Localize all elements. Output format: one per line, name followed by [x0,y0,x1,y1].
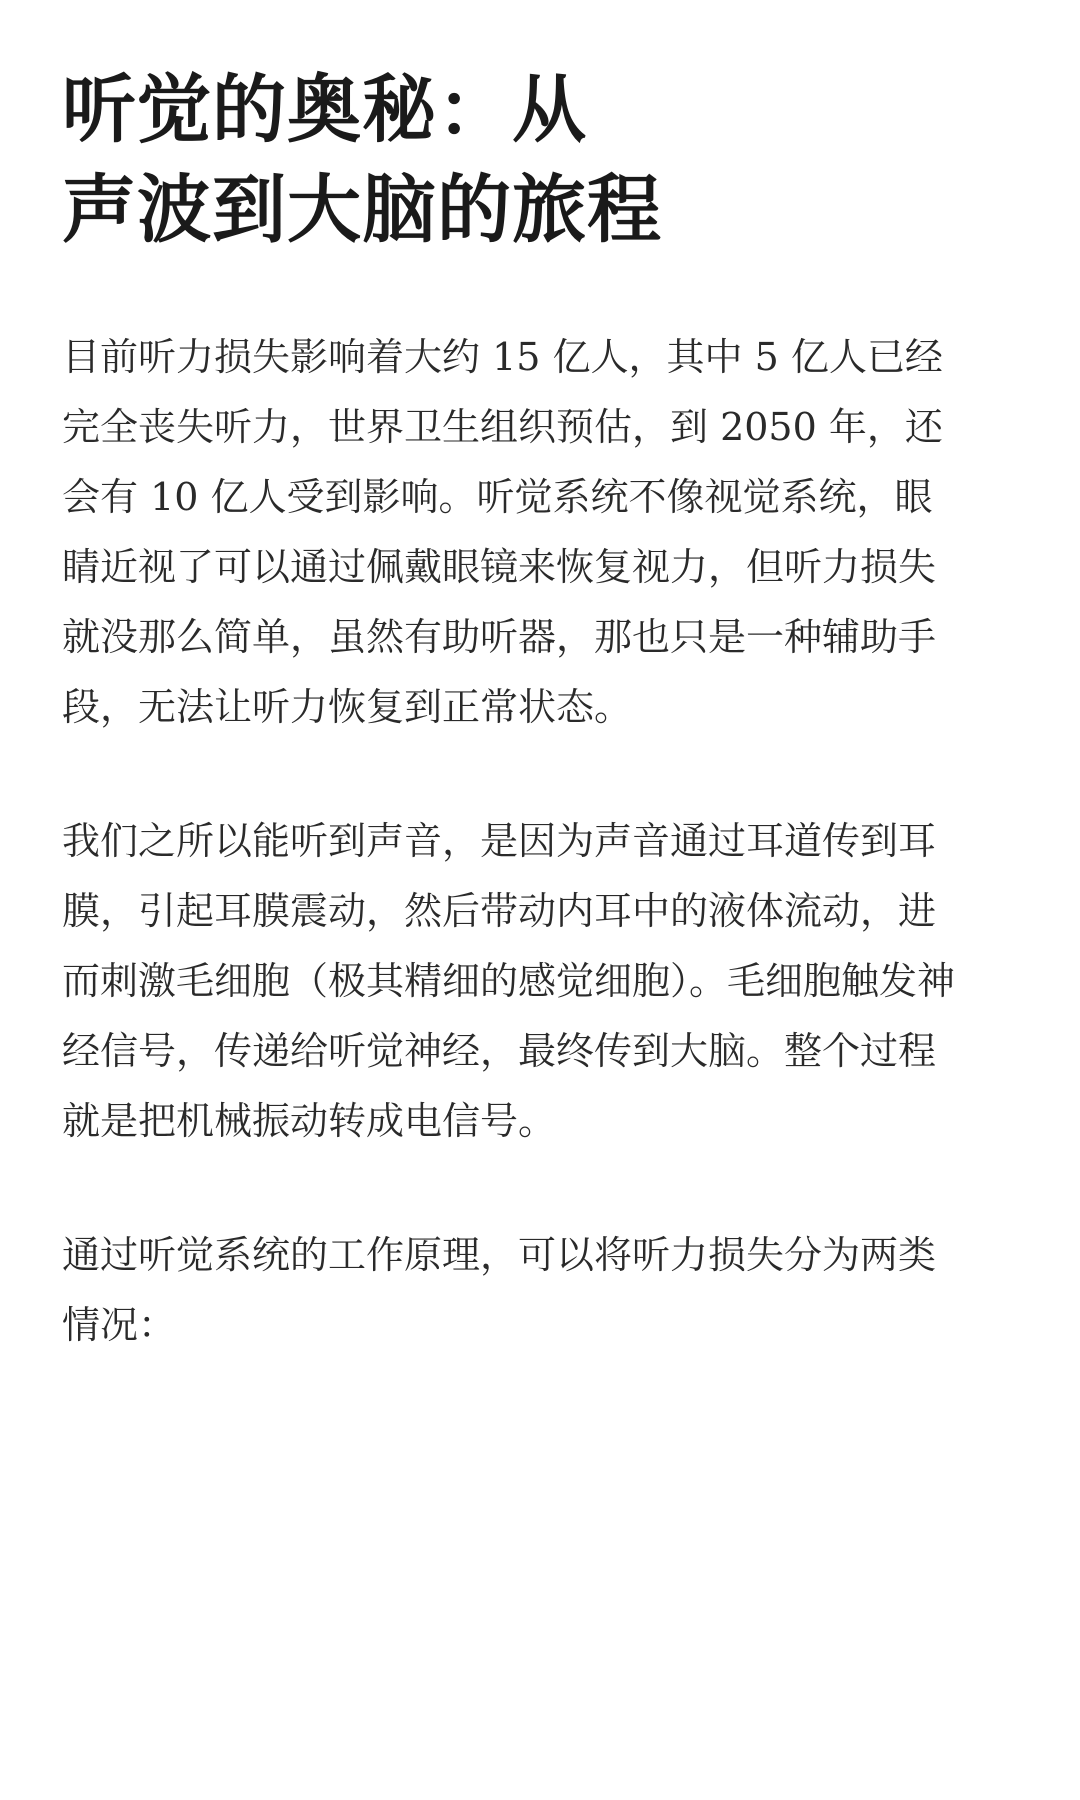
text-line: 会有 10 亿人受到影响。听觉系统不像视觉系统，眼 [62,475,933,519]
text-line: 而刺激毛细胞（极其精细的感觉细胞）。毛细胞触发神 [62,959,956,1003]
paragraph-loss-categories [62,1220,1042,1360]
article-title [62,60,1042,260]
title-line: 声波到大脑的旅程 [62,167,662,253]
text-line: 就是把机械振动转成电信号。 [62,1099,557,1143]
text-line: 段，无法让听力恢复到正常状态。 [62,685,633,729]
paragraph-hearing-loss-stats [62,322,1042,742]
text-line: 完全丧失听力，世界卫生组织预估，到 2050 年，还 [62,405,943,449]
text-line: 目前听力损失影响着大约 15 亿人，其中 5 亿人已经 [62,335,943,379]
text-line: 膜，引起耳膜震动，然后带动内耳中的液体流动，进 [62,889,937,933]
paragraph-hearing-process [62,806,1042,1156]
text-line: 情况： [62,1303,177,1347]
text-line: 通过听觉系统的工作原理，可以将听力损失分为两类 [62,1233,937,1277]
text-line: 睛近视了可以通过佩戴眼镜来恢复视力，但听力损失 [62,545,937,589]
text-line: 我们之所以能听到声音，是因为声音通过耳道传到耳 [62,819,937,863]
title-line: 听觉的奥秘：从 [62,67,587,153]
text-line: 经信号，传递给听觉神经，最终传到大脑。整个过程 [62,1029,937,1073]
text-line: 就没那么简单，虽然有助听器，那也只是一种辅助手 [62,615,937,659]
article [62,60,1042,1360]
